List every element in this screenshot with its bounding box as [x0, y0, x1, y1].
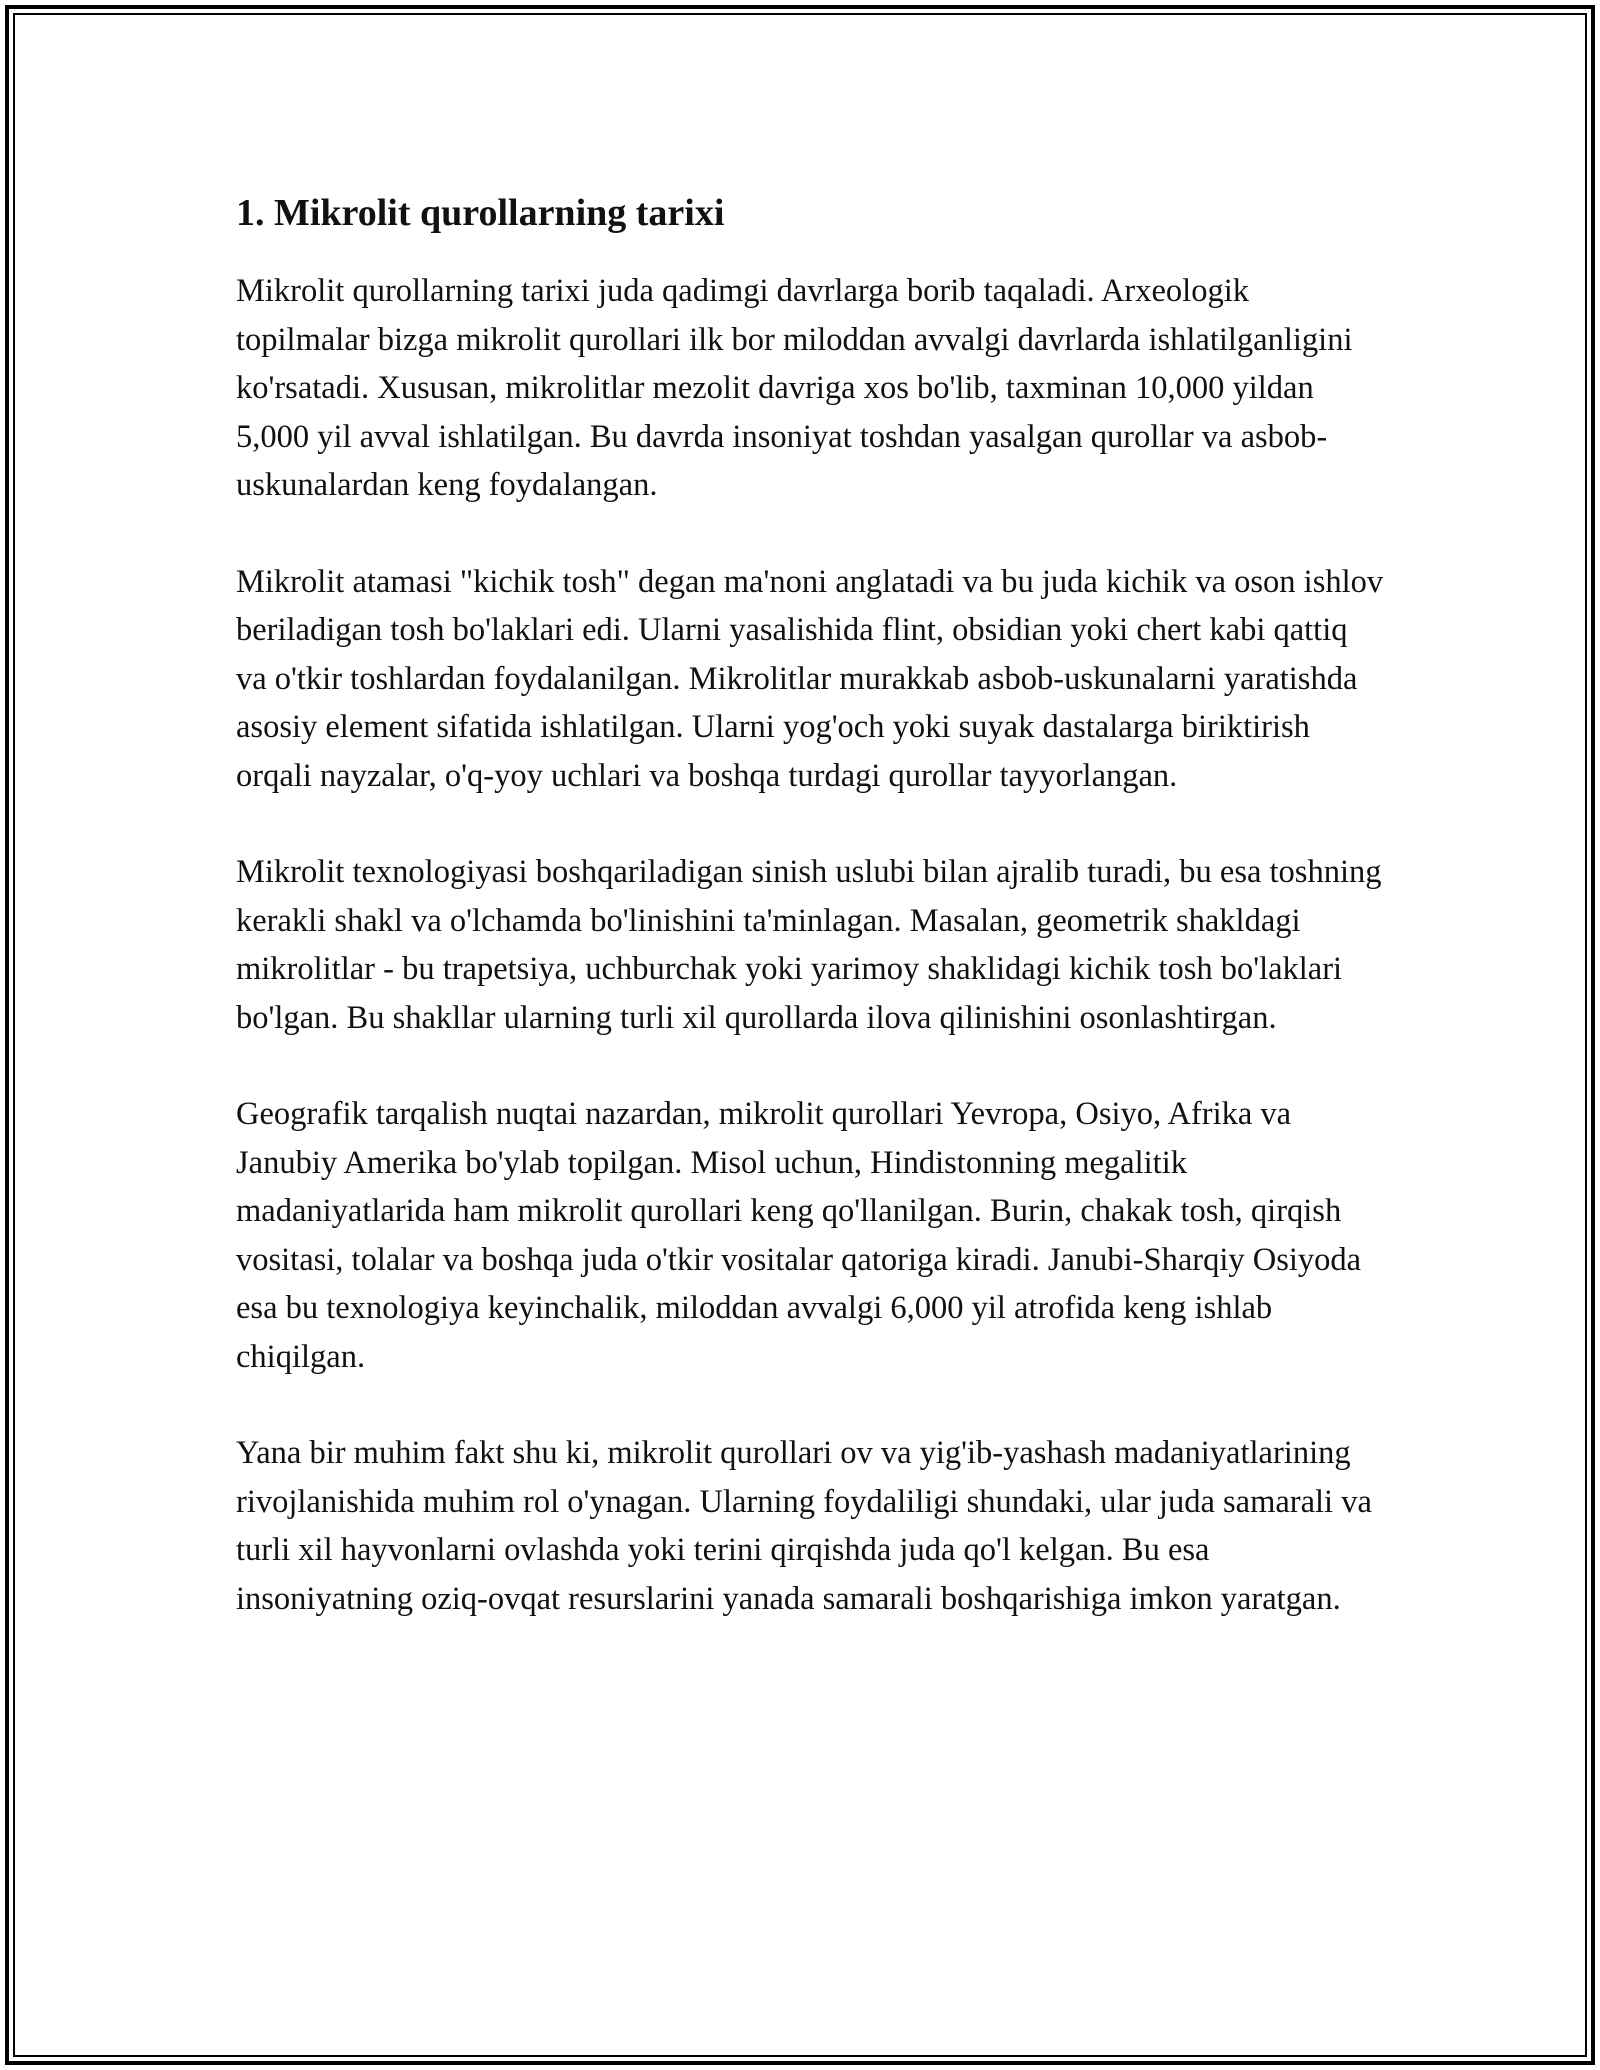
document-title: 1. Mikrolit qurollarning tarixi — [236, 192, 725, 234]
document-body — [236, 186, 1386, 1671]
paragraph-4: Geografik tarqalish nuqtai nazardan, mikrolit qurollari Yevropa, Osiyo, Afrika va Janubiy Amerika bo'ylab topilgan. Misol uchun, Hindistonning megalitik madaniyatlarida ham mikrolit qurollari keng qo'llanilgan. Burin, chakak tosh, qirqish vositasi, tolalar va boshqa juda o'tkir vositalar qatoriga kiradi. Janubi-Sharqiy Osiyoda esa bu texnologiya keyinchalik, miloddan avvalgi 6,000 yil atrofida keng ishlab chiqilgan. — [236, 1096, 1362, 1375]
paragraph-5: Yana bir muhim fakt shu ki, mikrolit qurollari ov va yig'ib-yashash madaniyatlarining rivojlanishida muhim rol o'ynagan. Ularning foydaliligi shundaki, ular juda samarali va turli xil hayvonlarni ovlashda yoki terini qirqishda juda qo'l kelgan. Bu esa insoniyatning oziq-ovqat resurslarini yanada samarali boshqarishiga imkon yaratgan. — [236, 1435, 1372, 1617]
paragraph-2: Mikrolit atamasi "kichik tosh" degan ma'noni anglatadi va bu juda kichik va oson ishlov beriladigan tosh bo'laklari edi. Ularni yasalishida flint, obsidian yoki chert kabi qattiq va o'tkir toshlardan foydalanilgan. Mikrolitlar murakkab asbob-uskunalarni yaratishda asosiy element sifatida ishlatilgan. Ularni yog'och yoki suyak dastalarga biriktirish orqali nayzalar, o'q-yoy uchlari va boshqa turdagi qurollar tayyorlangan. — [236, 563, 1384, 794]
paragraph-3: Mikrolit texnologiyasi boshqariladigan sinish uslubi bilan ajralib turadi, bu esa toshning kerakli shakl va o'lchamda bo'linishini ta'minlagan. Masalan, geometrik shakldagi mikrolitlar - bu trapetsiya, uchburchak yoki yarimoy shaklidagi kichik tosh bo'laklari bo'lgan. Bu shakllar ularning turli xil qurollarda ilova qilinishini osonlashtirgan. — [236, 854, 1382, 1036]
paragraph-1: Mikrolit qurollarning tarixi juda qadimgi davrlarga borib taqaladi. Arxeologik topilmalar bizga mikrolit qurollari ilk bor miloddan avvalgi davrlarda ishlatilganligini ko'rsatadi. Xususan, mikrolitlar mezolit davriga xos bo'lib, taxminan 10,000 yildan 5,000 yil avval ishlatilgan. Bu davrda insoniyat toshdan yasalgan qurollar va asbob-uskunalardan keng foydalangan. — [236, 273, 1353, 503]
